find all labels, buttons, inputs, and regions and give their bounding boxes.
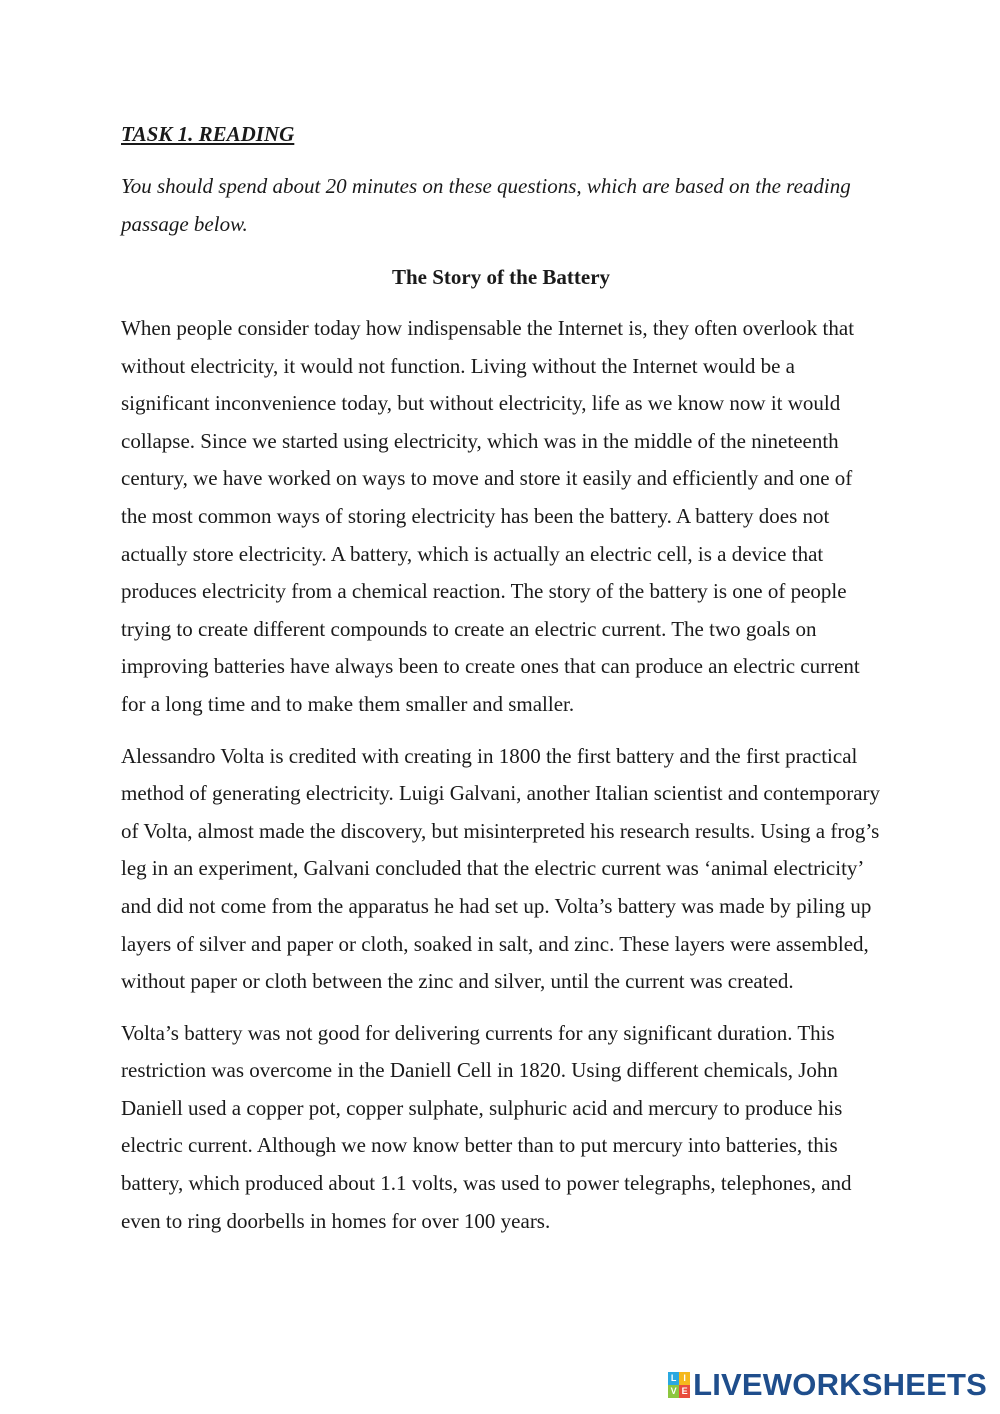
instructions: You should spend about 20 minutes on these questions, which are based on the reading passage below. (121, 174, 851, 236)
task-heading: TASK 1. READING (121, 122, 295, 146)
passage-title: The Story of the Battery (391, 265, 611, 289)
passage-paragraph-2: Alessandro Volta is credited with creating in 1800 the first battery and the first practical method of generating electricity. Luigi Galvani, another Italian scientist and contemporary of Volta, almost made the discovery, but misinterpreted his research results. Using a frog’s leg in an experiment, Galvani concluded that the electric current was ‘animal electricity’ and did not come from the apparatus he had set up. Volta’s battery was made by piling up layers of silver and paper or cloth, soaked in salt, and zinc. These layers were assembled, without paper or cloth between the zinc and silver, until the current was created. (121, 743, 881, 994)
logo-mark-icon (668, 1372, 690, 1398)
logo-mark-letter: I (679, 1372, 690, 1385)
passage-paragraph-3: Volta’s battery was not good for delivering currents for any significant duration. This restriction was overcome in the Daniell Cell in 1820. Using different chemicals, John Daniell used a copper pot, copper sulphate, sulphuric acid and mercury to produce his electric current. Although we now know better than to put mercury into batteries, this battery, which produced about 1.1 volts, was used to power telegraphs, telephones, and even to ring doorbells in homes for over 100 years. (121, 1020, 852, 1233)
passage-paragraph-1: When people consider today how indispensable the Internet is, they often overlook that without electricity, it would not function. Living without the Internet would be a significant inconvenience today, but without electricity, life as we know now it would collapse. Since we started using electricity, which was in the middle of the nineteenth century, we have worked on ways to move and store it easily and efficiently and one of the most common ways of storing electricity has been the battery. A battery does not actually store electricity. A battery, which is actually an electric cell, is a device that produces electricity from a chemical reaction. The story of the battery is one of people trying to create different compounds to create an electric current. The two goals on improving batteries have always been to create ones that can produce an electric current for a long time and to make them smaller and smaller. (121, 316, 860, 716)
logo-mark-letter: E (679, 1385, 690, 1398)
logo-mark-letter: V (668, 1385, 679, 1398)
liveworksheets-logo (668, 1364, 987, 1406)
logo-text: LIVEWORKSHEETS (693, 1367, 987, 1402)
logo-mark-letter: L (668, 1372, 679, 1385)
worksheet-page (121, 118, 881, 1240)
